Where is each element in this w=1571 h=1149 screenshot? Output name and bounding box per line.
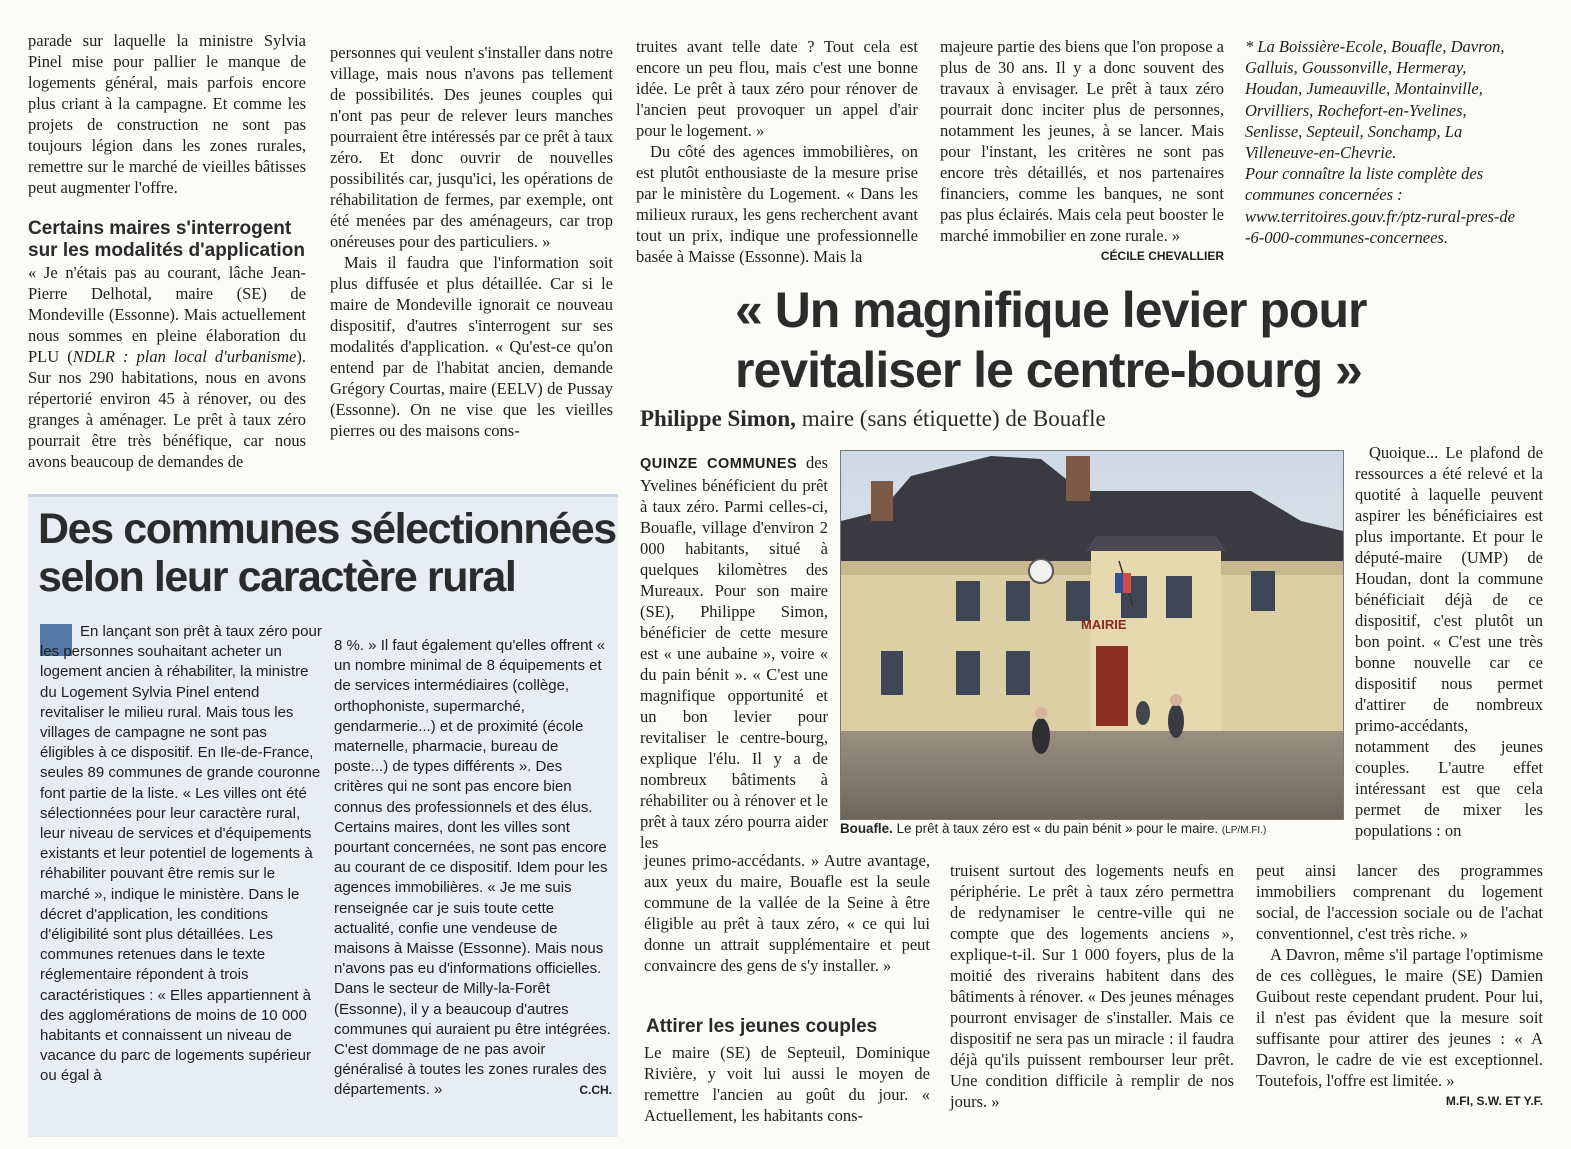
link-intro: Pour connaître la liste complète des communes concernées : bbox=[1245, 164, 1484, 205]
article-paragraph: Le maire (SE) de Septeuil, Dominique Rivière, y voit lui aussi le moyen de remettre l'ancien au goût du jour. « Actuellement, les habitants cons- bbox=[644, 1043, 930, 1125]
ministry-link[interactable]: www.territoires.gouv.fr/ptz-rural-pres-de-6-000-communes-concernees. bbox=[1245, 206, 1515, 247]
box-title: Des communes sélectionnées selon leur caractère rural bbox=[38, 505, 616, 601]
article-paragraph: majeure partie des biens que l'on propose a plus de 30 ans. Il y a donc souvent des travaux à envisager. Le prêt à taux zéro pourrait donc inciter plus de personnes, notamment les jeunes, à se lancer. Mais pour l'instant, les critères ne sont pas encore très détaillés, et nos partenaires financiers, comme les banques, ne sont pas plus éclairés. Mais cela peut booster le marché immobilier en zone rurale. » CÉCILE CHEVALLIER bbox=[940, 36, 1224, 246]
interview-column-3 bbox=[1355, 442, 1543, 841]
article-paragraph: jeunes primo-accédants. » Autre avantage, aux yeux du maire, Bouafle est la seule commune de la vallée de la Seine à être éligible au prêt à taux zéro, « ce qui lui donne un attrait supplémentaire et peut convaincre des gens de s'y installer. » bbox=[644, 851, 930, 975]
caption-place: Bouafle. bbox=[840, 821, 893, 836]
subheading: Attirer les jeunes couples bbox=[646, 1016, 878, 1037]
byline bbox=[640, 405, 1106, 433]
article-paragraph: personnes qui veulent s'installer dans notre village, mais nous n'avons pas tellement de possibilités. Des jeunes couples qui n'ont pas peur de relever leurs manches pourraient être intéressés par ce prêt à taux zéro. Et donc ouvrir de nouvelles possibilités car, jusqu'ici, les opérations de réhabilitation de fermes, par exemple, ont été menées par des aménageurs, car trop onéreuses pour des particuliers. » bbox=[330, 43, 613, 251]
interview-column-3-cont bbox=[1256, 860, 1543, 1112]
article-paragraph: Du côté des agences immobilières, on est plutôt enthousiaste de la mesure prise par le ministère du Logement. « Dans les milieux ruraux, les gens recherchent avant tout un prix, indique une professionnelle basée à Maisse (Essonne). Mais la bbox=[636, 142, 918, 266]
authors-signature: M.FI, S.W. ET Y.F. bbox=[1445, 1094, 1543, 1108]
author-signature: CÉCILE CHEVALLIER bbox=[1100, 249, 1224, 263]
headline-quote: « Un magnifique levier pour revitaliser le centre-bourg » bbox=[735, 282, 1367, 398]
box-paragraph: 8 %. » Il faut également qu'elles offrent « un nombre minimal de 8 équipements et de services intermédiaires (collège, orthophoniste, supermarché, gendarmerie...) et de proximité (école maternelle, pharmacie, bureau de poste...) de types différents ». Des critères qui ne sont pas encore bien connus des professionnels et des élus. Certains maires, dont les villes sont pourtant concernées, ne sont pas encore au courant de ce dispositif. Idem pour les agences immobilières. « Je me suis renseignée car je suis toute cette actualité, confie une vendeuse de maisons à Maisse (Essonne). Mais nous n'avons pas eu d'informations officielles. Dans le secteur de Milly-la-Forêt (Essonne), il y a beaucoup d'autres communes qui auraient pu être intégrées. C'est dommage de ne pas avoir généralisé à toutes les zones rurales des départements. » C.CH. bbox=[334, 636, 612, 1101]
commune-list-aside bbox=[1245, 36, 1520, 248]
commune-list: * La Boissière-Ecole, Bouafle, Davron, Galluis, Goussonville, Hermeray, Houdan, Jumeauville, Montainville, Orvilliers, Rochefort-en-Yvelines, Senlisse, Septeuil, Sonchamp, La Villeneuve-en-Chevrie. bbox=[1245, 37, 1505, 163]
interview-column-1-cont bbox=[644, 850, 930, 976]
photo-mairie-sign: MAIRIE bbox=[1081, 617, 1127, 632]
caption-text: Le prêt à taux zéro est « du pain bénit » pour le maire. bbox=[896, 821, 1219, 836]
article-paragraph: « Je n'étais pas au courant, lâche Jean-Pierre Delhotal, maire (SE) de Mondeville (Essonne). Mais actuellement nous sommes en pleine élaboration du PLU (NDLR : plan local d'urbanisme). Sur nos 290 habitations, nous en avons répertorié environ 45 à rénover, ou des granges à aménager. Le prêt à taux zéro pourrait être très bénéfique, car nous avons beaucoup de demandes de bbox=[28, 263, 306, 471]
column-2-top bbox=[330, 42, 613, 441]
column-3-top bbox=[636, 36, 918, 267]
box-column-1 bbox=[40, 622, 322, 1087]
box-signature: C.CH. bbox=[579, 1083, 612, 1098]
editor-note: NDLR : plan local d'urbanisme bbox=[72, 347, 297, 366]
article-paragraph: QUINZE COMMUNES des Yvelines bénéficient du prêt à taux zéro. Parmi celles-ci, Bouafle, village d'environ 2 000 habitants, situé à quelques kilomètres des Mureaux. Pour son maire (SE), Philippe Simon, bénéficier de cette mesure est « une aubaine », voire « du pain bénit ». « C'est une magnifique opportunité et un bon levier pour revitaliser le centre-bourg, explique l'élu. Il y a de nombreux bâtiments à réhabiliter ou à rénover et le prêt à taux zéro pourra aider les bbox=[640, 453, 828, 852]
article-paragraph: A Davron, même s'il partage l'optimisme de ces collègues, le maire (SE) Damien Guibout reste cependant prudent. Pour lui, il n'est pas évident que la mesure soit suffisante pour attirer des jeunes : « A Davron, le cadre de vie est exceptionnel. Toutefois, l'offre est limitée. » M.FI, S.W. ET Y.F. bbox=[1256, 944, 1543, 1091]
article-paragraph: parade sur laquelle la ministre Sylvia Pinel mise pour pallier le manque de logements général, mais parfois encore plus criant à la campagne. Et comme les projets de construction ne sont pas toujours légion dans les zones rurales, remettre sur le marché de vieilles bâtisses peut augmenter l'offre. bbox=[28, 31, 306, 197]
subheading: Certains maires s'interrogent sur les modalités d'application bbox=[28, 218, 305, 261]
box-column-2 bbox=[334, 636, 612, 1101]
article-paragraph: truisent surtout des logements neufs en périphérie. Le prêt à taux zéro permettra de redynamiser le centre-ville qui ne compte que des logements anciens », explique-t-il. Sur 1 000 foyers, plus de la moitié des riverains habitent dans des bâtiments à rénover. « Des jeunes ménages pourront envisager de s'installer. Mais ce dispositif ne sera pas un miracle : il faudra déjà qu'ils puissent rembourser leur prêt. Une condition difficile à remplir de nos jours. » bbox=[950, 861, 1234, 1111]
lead-in: QUINZE COMMUNES bbox=[640, 456, 798, 472]
photo-caption bbox=[840, 820, 1345, 839]
photo-credit: (LP/M.FI.) bbox=[1221, 825, 1267, 836]
byline-role: maire (sans étiquette) de Bouafle bbox=[801, 406, 1106, 431]
byline-name: Philippe Simon, bbox=[640, 406, 796, 431]
clock-icon bbox=[1029, 559, 1053, 583]
interview-column-1 bbox=[640, 452, 828, 853]
column-4-top bbox=[940, 36, 1224, 267]
article-paragraph: truites avant telle date ? Tout cela est encore un peu flou, mais c'est une bonne idée. Le prêt à taux zéro pour rénover de l'ancien peut provoquer un appel d'air pour le logement. » bbox=[636, 37, 918, 140]
article-paragraph: peut ainsi lancer des programmes immobiliers comprenant du logement social, de l'accession sociale ou de l'achat conventionnel, c'est très riche. » bbox=[1256, 861, 1543, 943]
box-paragraph: En lançant son prêt à taux zéro pour les personnes souhaitant acheter un logement ancien à réhabiliter, la ministre du Logement Sylvia Pinel entend revitaliser le milieu rural. Mais tous les villages de campagne ne sont pas éligibles à ce dispositif. En Ile-de-France, seules 89 communes de grande couronne font partie de la liste. « Les villes ont été sélectionnées pour leur caractère rural, leur niveau de services et d'équipements existants et leur potentiel de logements à réhabiliter pouvant être remis sur le marché », indique le ministère. Dans le décret d'application, les conditions d'éligibilité sont plus détaillées. Les communes retenues dans le texte réglementaire répondent à trois caractéristiques : « Elles appartiennent à des agglomérations de moins de 10 000 habitants et connaissent un niveau de vacance du parc de logements supérieur ou égal à bbox=[40, 623, 322, 1085]
town-hall-photo bbox=[840, 450, 1344, 820]
column-1-mid bbox=[28, 262, 306, 472]
entrance-door bbox=[1096, 646, 1128, 726]
town-hall-illustration bbox=[841, 451, 1343, 819]
interview-column-1-end bbox=[644, 1042, 930, 1126]
interview-column-2 bbox=[950, 860, 1234, 1112]
article-paragraph: Mais il faudra que l'information soit plus diffusée et plus détaillée. Car si le maire de Mondeville ignorait ce nouveau dispositif, d'autres s'interrogent sur ses modalités d'application. « Qu'est-ce qu'on entend par de l'habitat ancien, demande Grégory Courtas, maire (EELV) de Pussay (Essonne). On ne vise que les vieilles pierres ou des maisons cons- bbox=[330, 253, 613, 440]
column-1-top bbox=[28, 30, 306, 198]
article-paragraph: Quoique... Le plafond de ressources a été relevé et la quotité à laquelle peuvent aspirer les bénéficiaires est plus importante. Et pour le député-maire (UMP) de Houdan, dont la commune bénéficiait déjà de ce dispositif, c'est plutôt un bon point. « C'est une très bonne nouvelle car ce dispositif nous permet d'attirer de nombreux primo-accédants, notamment des jeunes couples. L'autre effet intéressant est que cela permet de mixer les populations : on bbox=[1355, 443, 1543, 840]
